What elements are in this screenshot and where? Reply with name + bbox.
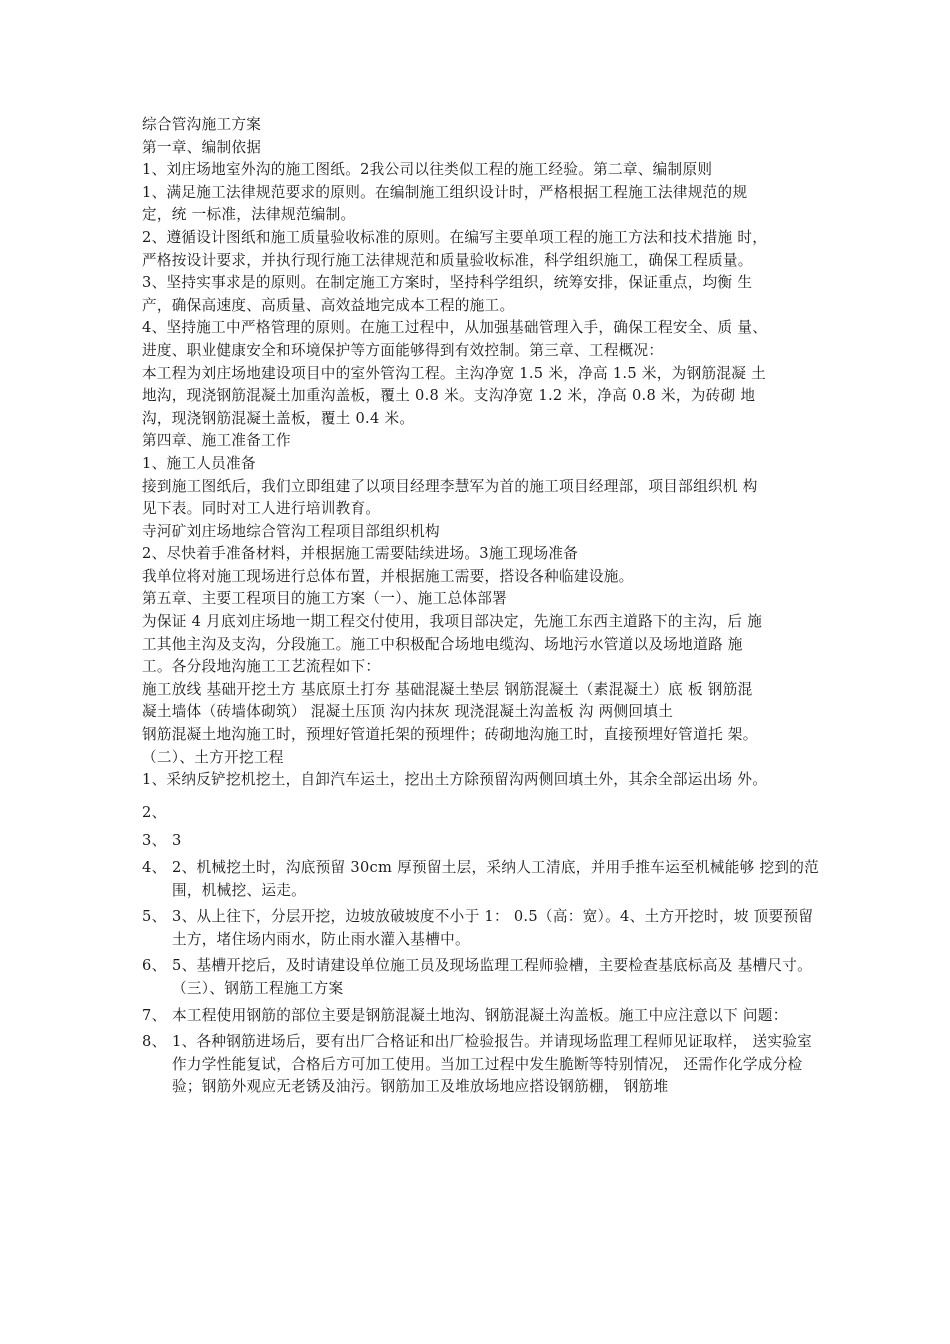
list-number: 7、 <box>142 1006 167 1024</box>
doc-line: 1、满足施工法律规范要求的原则。在编制施工组织设计时，严格根据工程施工法律规范的规 <box>142 183 748 201</box>
doc-line: 我单位将对施工现场进行总体布置，并根据施工需要，搭设各种临建设施。 <box>142 567 634 585</box>
doc-line: 钢筋混凝土地沟施工时，预埋好管道托架的预埋件；砖砌地沟施工时，直接预埋好管道托 架。 <box>142 726 758 744</box>
doc-line: 1、采纳反铲挖机挖土，自卸汽车运土，挖出土方除预留沟两侧回填土外，其余全部运出场 外。 <box>142 771 768 789</box>
list-item <box>142 906 822 951</box>
doc-line: 3、坚持实事求是的原则。在制定施工方案时，坚持科学组织，统筹安排，保证重点，均衡 生 <box>142 274 753 292</box>
doc-line: 严格按设计要求，并执行现行施工法律规范和质量验收标准，科学组织施工，确保工程质量。 <box>142 251 753 269</box>
list-number: 6、 <box>142 957 167 975</box>
list-text: 本工程使用钢筋的部位主要是钢筋混凝土地沟、钢筋混凝土沟盖板。施工中应注意以下 问题： <box>172 1006 788 1024</box>
list-number: 8、 <box>142 1033 167 1051</box>
list-number: 4、 <box>142 859 167 876</box>
doc-line: 4、坚持施工中严格管理的原则。在施工过程中，从加强基础管理入手，确保工程安全、质 量、 <box>142 319 768 337</box>
doc-line: 凝土墙体（砖墙体砌筑） 混凝土压顶 沟内抹灰 现浇混凝土沟盖板 沟 两侧回填土 <box>142 703 674 721</box>
list-item <box>142 1005 822 1028</box>
list-item <box>142 1031 822 1099</box>
doc-line: 工。各分段地沟施工工艺流程如下： <box>142 658 381 676</box>
doc-line: 沟，现浇钢筋混凝土盖板，覆土 0.4 米。 <box>142 409 415 427</box>
doc-line: 2、遵循设计图纸和施工质量验收标准的原则。在编写主要单项工程的施工方法和技术措施 时， <box>142 228 768 246</box>
list-number: 5、 <box>142 908 167 926</box>
doc-line: 进度、职业健康安全和环境保护等方面能够得到有效控制。第三章、工程概况： <box>142 341 664 359</box>
document-body <box>0 114 950 1099</box>
list-text: 3 <box>172 832 182 850</box>
doc-line: 2、尽快着手准备材料，并根据施工需要陆续进场。3施工现场准备 <box>142 545 579 563</box>
doc-line: 定，统 一标准，法律规范编制。 <box>142 206 356 224</box>
list-text: 3、从上往下，分层开挖，边坡放破坡度不小于 1： 0.5（高：宽）。4、土方开挖时，坡 顶要预留土方，堵住场内雨水，防止雨水灌入基槽中。 <box>172 908 814 948</box>
doc-line: 见下表。同时对工人进行培训教育。 <box>142 500 381 518</box>
doc-line: 1、刘庄场地室外沟的施工图纸。2我公司以往类似工程的施工经验。第二章、编制原则 <box>142 161 713 179</box>
list-item <box>142 955 822 1000</box>
doc-line: 第四章、施工准备工作 <box>142 432 291 450</box>
list-text: 2、机械挖土时，沟底预留 30cm 厚预留土层，采纳人工清底，并用手推车运至机械能够 挖到的范围，机械挖、运走。 <box>172 859 820 899</box>
list-text: 5、基槽开挖后，及时请建设单位施工员及现场监理工程师验槽，主要检查基底标高及 基槽尺寸。（三）、钢筋工程施工方案 <box>172 957 813 997</box>
doc-line: 本工程为刘庄场地建设项目中的室外管沟工程。主沟净宽 1.5 米，净高 1.5 米，为钢筋混凝 土 <box>142 364 766 382</box>
doc-line: 1、施工人员准备 <box>142 454 256 472</box>
doc-line: 工其他主沟及支沟，分段施工。施工中积极配合场地电缆沟、场地污水管道以及场地道路 施 <box>142 635 743 653</box>
doc-line: 地沟，现浇钢筋混凝土加重沟盖板，覆土 0.8 米。支沟净宽 1.2 米，净高 0.8 米，为砖砌 地 <box>142 387 756 405</box>
list-item <box>142 857 822 902</box>
doc-line: 产，确保高速度、高质量、高效益地完成本工程的施工。 <box>142 296 515 314</box>
doc-line: 为保证 4 月底刘庄场地一期工程交付使用，我项目部决定，先施工东西主道路下的主沟，后 施 <box>142 613 763 631</box>
spacer <box>0 792 950 802</box>
list-number: 2、 <box>142 803 167 821</box>
doc-line: 接到施工图纸后，我们立即组建了以项目经理李慧军为首的施工项目经理部，项目部组织机 构 <box>142 477 758 495</box>
doc-line: （二）、土方开挖工程 <box>142 748 284 766</box>
list-item <box>142 830 822 853</box>
list-text: 1、各种钢筋进场后，要有出厂合格证和出厂检验报告。并请现场监理工程师见证取样， 送实验室作力学性能复试，合格后方可加工使用。当加工过程中发生脆断等特别情况， 还需作化学成分检验；钢筋外观应无老锈及油污。钢筋加工及堆放场地应搭设钢筋棚， 钢筋堆 <box>172 1033 813 1096</box>
doc-line: 第五章、主要工程项目的施工方案（一）、施工总体部署 <box>142 590 508 608</box>
list-item <box>142 802 822 825</box>
doc-line: 第一章、编制依据 <box>142 138 262 156</box>
document-title: 综合管沟施工方案 <box>142 116 262 133</box>
doc-line: 施工放线 基础开挖土方 基底原土打夯 基础混凝土垫层 钢筋混凝土（素混凝土）底 板 钢筋混 <box>142 680 753 698</box>
list-number: 3、 <box>142 832 167 850</box>
doc-line: 寺河矿刘庄场地综合管沟工程项目部组织机构 <box>142 522 440 540</box>
